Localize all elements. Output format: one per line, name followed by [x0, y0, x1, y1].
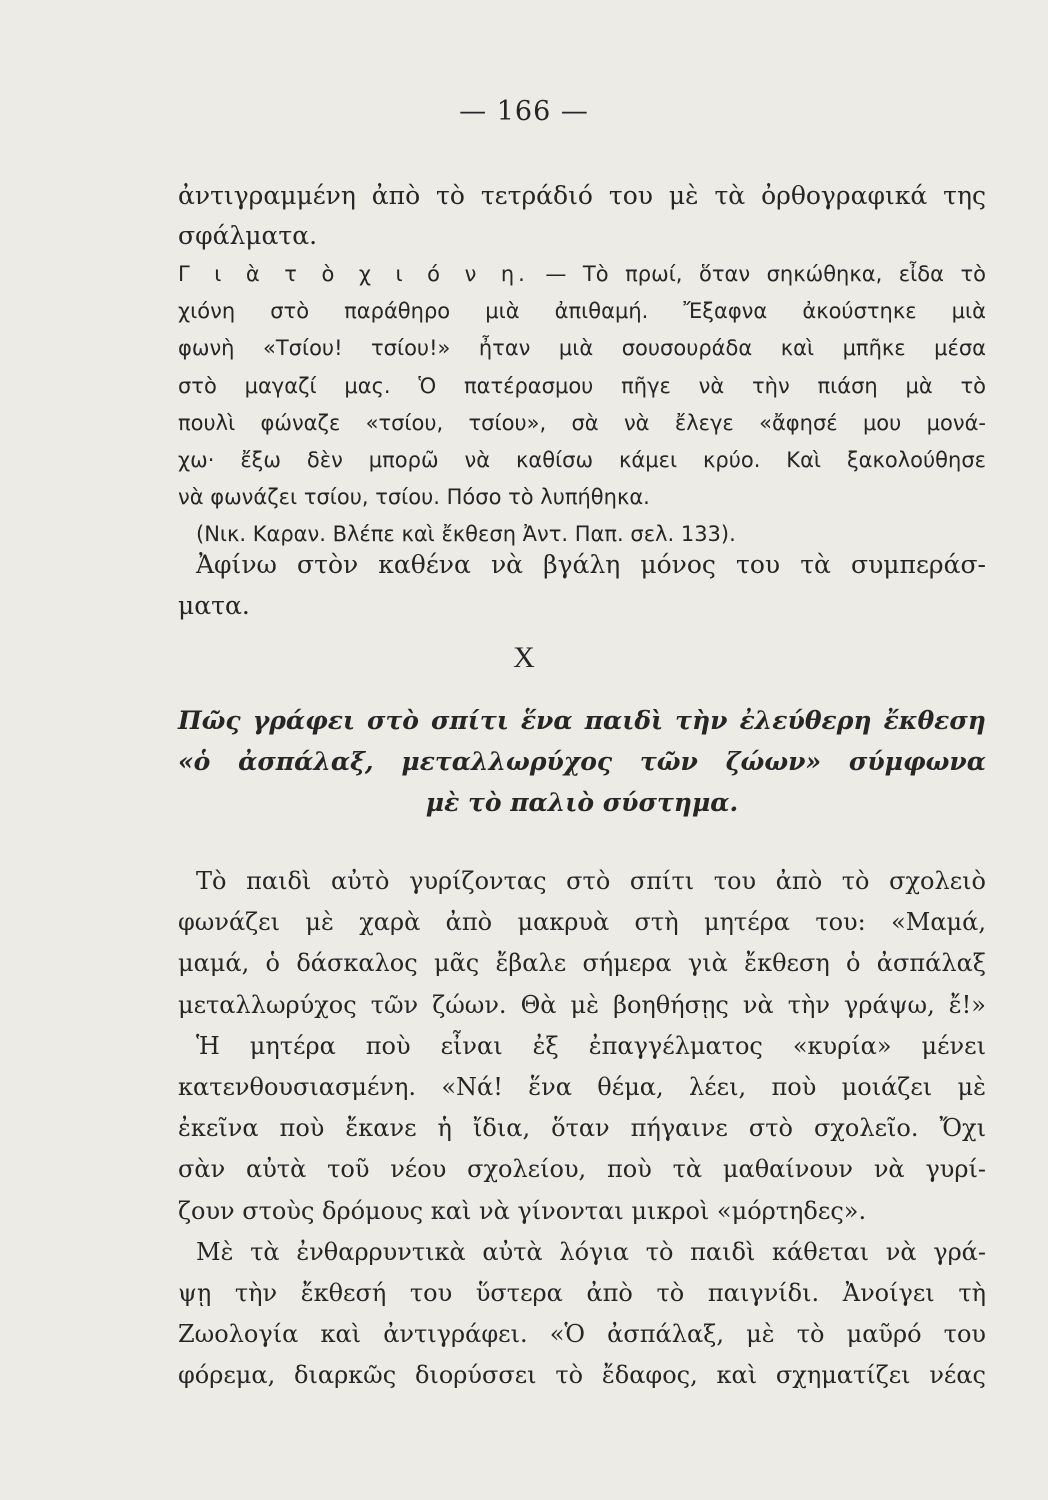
text-line: στὸ μαγαζί μας. Ὁ πατέρασμου πῆγε νὰ τὴν πιάση μὰ τὸ [178, 373, 986, 398]
text-line: Μὲ τὰ ἐνθαρρυντικὰ αὐτὰ λόγια τὸ παιδὶ κάθεται νὰ γρά- [196, 1237, 986, 1266]
text-line: ἐκεῖνα ποὺ ἔκανε ἡ ἴδια, ὅταν πήγαινε στὸ σχολεῖο. Ὄχι [178, 1114, 986, 1143]
text-line: φόρεμα, διαρκῶς διορύσσει τὸ ἔδαφος, καὶ σχηματίζει νέας [178, 1361, 986, 1390]
heading-line: μὲ τὸ παλιὸ σύστημα. [425, 788, 739, 817]
quoted-essay-excerpt [178, 256, 986, 554]
section-heading [178, 700, 986, 823]
text-line: νὰ φωνάζει τσίου, τσίου. Πόσο τὸ λυπήθηκα. [178, 485, 650, 510]
text-line: χιόνη στὸ παράθηρο μιὰ ἀπιθαμή. Ἔξαφνα ἀκούστηκε μιὰ [178, 299, 986, 324]
text-line: ζουν στοὺς δρόμους καὶ νὰ γίνονται μικροὶ «μόρτηδες». [178, 1196, 867, 1225]
text-line: χω· ἔξω δὲν μπορῶ νὰ καθίσω κάμει κρύο. Καὶ ξακολούθησε [178, 448, 986, 473]
section-number: Χ [513, 641, 535, 674]
heading-line: Πῶς γράφει στὸ σπίτι ἕνα παιδὶ τὴν ἐλεύθερη ἔκθεση [178, 706, 986, 735]
essay-title: Γ ι ὰ τ ὸ χ ι ό ν η. [178, 262, 529, 286]
text-line: Ζωολογία καὶ ἀντιγράφει. «Ὁ ἀσπάλαξ, μὲ τὸ μαῦρό του [178, 1320, 986, 1349]
citation-line: (Νικ. Καραν. Βλέπε καὶ ἔκθεση Ἀντ. Παπ. σελ. 133). [196, 522, 736, 547]
text-line: Τὸ παιδὶ αὐτὸ γυρίζοντας στὸ σπίτι του ἀπὸ τὸ σχολειὸ [196, 867, 986, 895]
text-line: φωνάζει μὲ χαρὰ ἀπὸ μακρυὰ στὴ μητέρα του: «Μαμά, [178, 908, 986, 937]
heading-line: «ὁ ἀσπάλαξ, μεταλλωρύχος τῶν ζώων» σύμφωνα [178, 747, 986, 776]
page-number: — 166 — [459, 96, 589, 127]
essay-first-line: — Τὸ πρωί, ὅταν σηκώθηκα, εἶδα τὸ [545, 262, 986, 286]
text-line: σφάλματα. [178, 221, 318, 250]
continued-paragraph [178, 176, 986, 256]
text-line: Ἡ μητέρα ποὺ εἶναι ἐξ ἐπαγγέλματος «κυρία» μένει [196, 1031, 986, 1060]
text-line [178, 256, 986, 293]
body-text [178, 861, 986, 1397]
text-line: μεταλλωρύχος τῶν ζώων. Θὰ μὲ βοηθήσῃς νὰ τὴν γράψω, ἔ!» [178, 990, 986, 1019]
text-line: πουλὶ φώναζε «τσίου, τσίου», σὰ νὰ ἔλεγε «ἄφησέ μου μονά- [178, 410, 986, 435]
conclusion-paragraph [178, 544, 986, 626]
text-line: ἀντιγραμμένη ἀπὸ τὸ τετράδιό του μὲ τὰ ὀρθογραφικά της [178, 181, 986, 210]
text-line: Ἀφίνω στὸν καθένα νὰ βγάλη μόνος του τὰ συμπεράσ- [196, 550, 986, 579]
text-line: μαμά, ὁ δάσκαλος μᾶς ἔβαλε σήμερα γιὰ ἔκθεση ὁ ἀσπάλαξ [178, 949, 986, 978]
text-line: φωνὴ «Τσίου! τσίου!» ἦταν μιὰ σουσουράδα καὶ μπῆκε μέσα [178, 336, 986, 361]
text-line: ψῃ τὴν ἔκθεσή του ὕστερα ἀπὸ τὸ παιγνίδι. Ἀνοίγει τὴ [178, 1279, 986, 1308]
text-line: ματα. [178, 591, 250, 620]
text-line: σὰν αὐτὰ τοῦ νέου σχολείου, ποὺ τὰ μαθαίνουν νὰ γυρί- [178, 1155, 986, 1184]
text-line: κατενθουσιασμένη. «Νά! ἕνα θέμα, λέει, ποὺ μοιάζει μὲ [178, 1073, 986, 1102]
